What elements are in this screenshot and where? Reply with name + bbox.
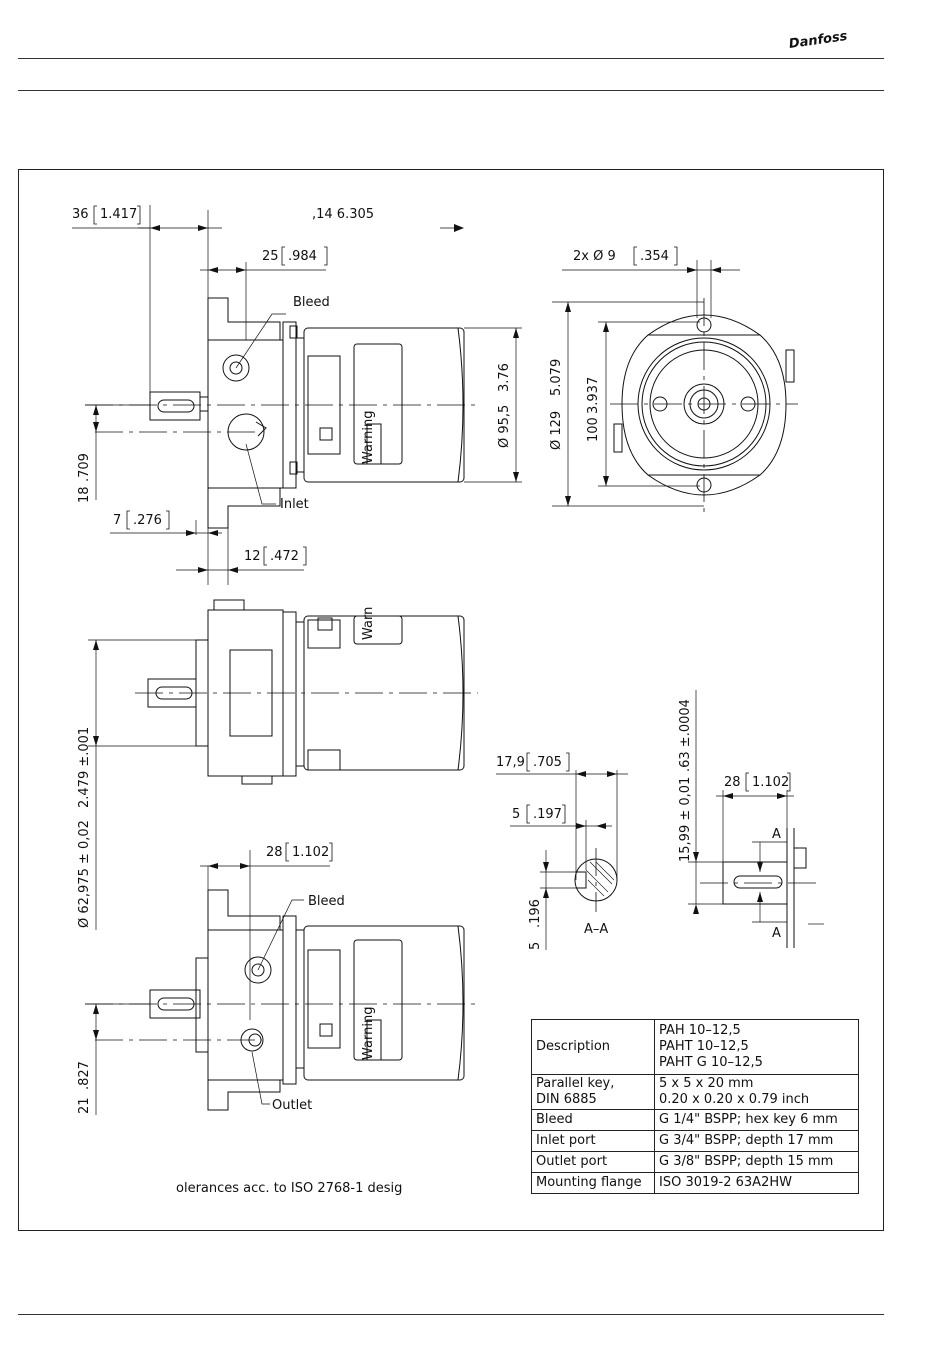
dim-129-inch: 5.079 [549,358,564,396]
spec-value: ISO 3019-2 63A2HW [655,1173,859,1194]
spec-key: Outlet port [532,1152,655,1173]
side-view-inlet [150,298,464,528]
dim-5a-inch: .197 [533,807,562,822]
dim-100: 100 [586,417,601,442]
centre-lines [85,298,820,1040]
dim-36: 36 [72,207,89,222]
dim-100-inch: 3.937 [586,376,601,414]
dim-28s: 28 [724,775,741,790]
label-bleed-2: Bleed [308,894,345,909]
svg-text:Danfoss: Danfoss [788,28,849,52]
dim-36-inch: 1.417 [100,207,138,222]
dimension-lines [72,205,824,1115]
dim-5b: 5 [528,941,543,950]
dim-hole-inch: .354 [640,249,669,264]
spec-value: G 1/4" BSPP; hex key 6 mm [655,1110,859,1131]
dim-62: Ø 62,975 ± 0,02 [77,820,92,928]
dim-17-9-inch: .705 [533,755,562,770]
spec-value: G 3/4" BSPP; depth 17 mm [655,1131,859,1152]
dim-18: 18 [77,486,92,503]
dim-95: Ø 95,5 [497,404,512,448]
dimension-texts [72,206,790,1114]
dim-18-inch: .709 [77,453,92,482]
tolerance-note: olerances acc. to ISO 2768-1 desig [176,1181,403,1196]
spec-key: Mounting flange [532,1173,655,1194]
spec-value: PAH 10–12,5 PAHT 10–12,5 PAHT G 10–12,5 [655,1020,859,1075]
dim-21-inch: .827 [77,1061,92,1090]
label-section: A–A [584,922,609,937]
spec-row [532,1131,859,1152]
dim-5b-inch: .196 [528,899,543,928]
spec-row [532,1110,859,1131]
spec-row [532,1173,859,1194]
dim-12-inch: .472 [270,549,299,564]
spec-table [531,1019,859,1194]
label-bleed: Bleed [293,295,330,310]
spec-row [532,1020,859,1075]
dim-28b: 28 [266,845,283,860]
dim-95-inch: 3.76 [497,363,512,392]
dim-25-inch: .984 [288,249,317,264]
dim-15-99-inch: .63 ±.0004 [678,699,693,772]
dim-28s-inch: 1.102 [752,775,790,790]
label-warning-3: Warning [361,1006,376,1060]
label-warning-1: Warning [361,410,376,464]
spec-value: 5 x 5 x 20 mm 0.20 x 0.20 x 0.79 inch [655,1075,859,1110]
dim-7-inch: .276 [133,513,162,528]
label-outlet: Outlet [272,1098,313,1113]
dim-17-9: 17,9 [496,755,525,770]
dim-15-99: 15,99 ± 0,01 [678,776,693,862]
dim-12: 12 [244,549,261,564]
footer-rule [18,1314,884,1315]
arrowheads [93,224,790,1040]
spec-row [532,1075,859,1110]
top-view [148,600,464,784]
label-warning-2: Warn [361,606,376,640]
spec-key: Parallel key, DIN 6885 [532,1075,655,1110]
dim-28b-inch: 1.102 [292,845,330,860]
dim-hole: 2x Ø 9 [573,249,616,264]
spec-key: Inlet port [532,1131,655,1152]
dim-62-inch: 2.479 ±.001 [77,726,92,808]
spec-row [532,1152,859,1173]
label-section-a2: A [772,926,781,941]
dim-25: 25 [262,249,279,264]
spec-value: G 3/8" BSPP; depth 15 mm [655,1152,859,1173]
dim-21: 21 [77,1097,92,1114]
dim-129: Ø 129 [549,410,564,450]
label-inlet: Inlet [280,497,309,512]
spec-key: Description [532,1020,655,1075]
spec-key: Bleed [532,1110,655,1131]
side-view-outlet [150,890,464,1110]
dim-top-partial: ,14 6.305 [312,207,375,222]
dim-5a: 5 [512,807,521,822]
dim-7: 7 [113,513,122,528]
shaft-detail [723,828,806,948]
label-section-a1: A [772,827,781,842]
